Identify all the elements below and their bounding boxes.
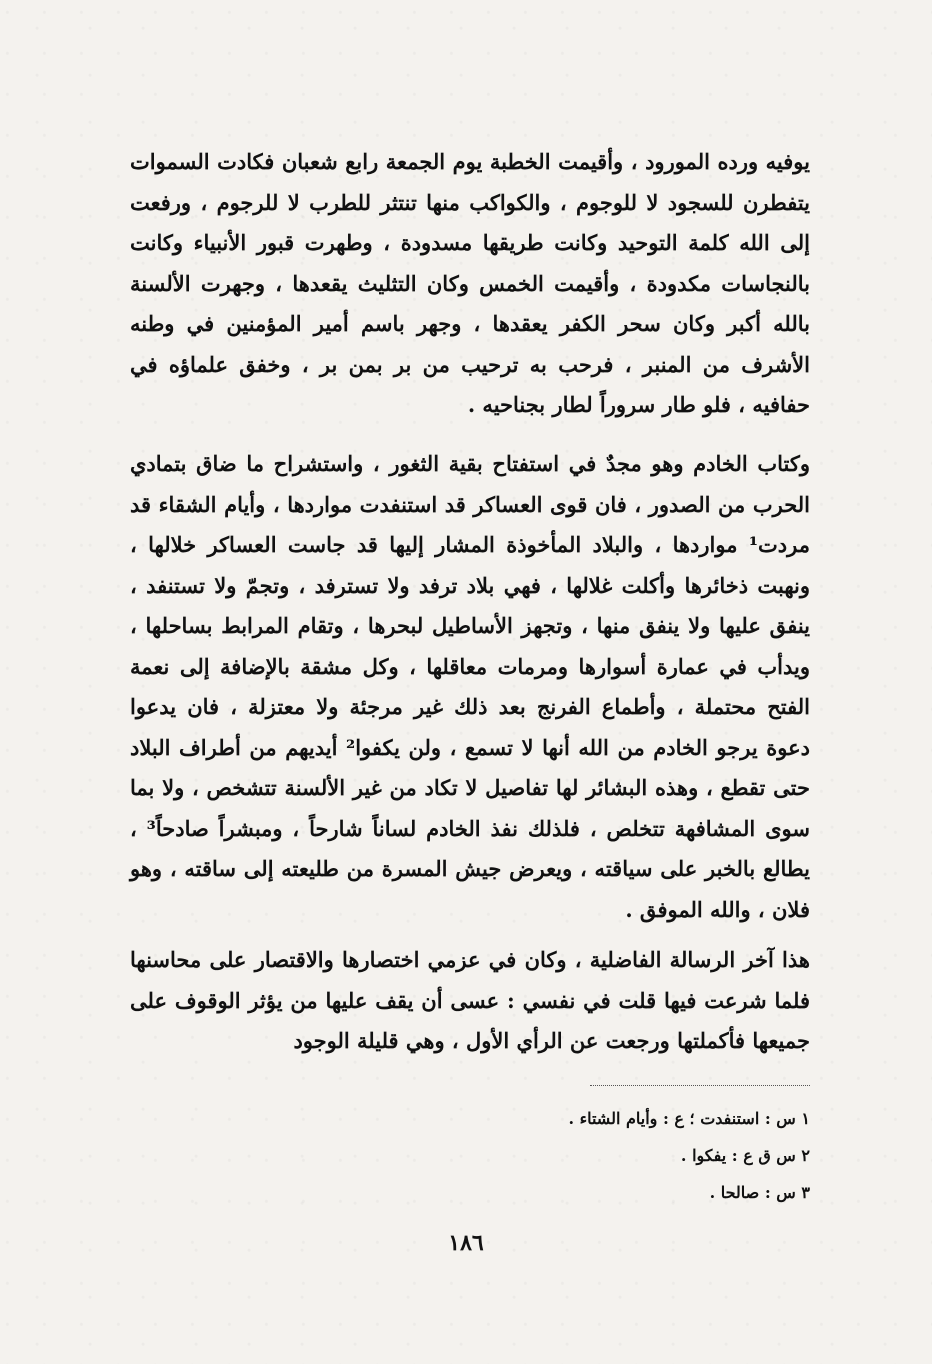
footnote-3: ٣ س : صالحا . bbox=[709, 1183, 810, 1202]
footnotes bbox=[400, 1100, 810, 1211]
page-number: ١٨٦ bbox=[448, 1230, 484, 1256]
footnote-2: ٢ س ق ع : يفكوا . bbox=[680, 1146, 810, 1165]
body-paragraph-3: هذا آخر الرسالة الفاضلية ، وكان في عزمي اختصارها والاقتصار على محاسنها فلما شرعت فيها قلت في نفسي : عسى أن يقف عليها من يؤثر الوقوف على جميعها فأكملتها ورجعت عن الرأي الأول ، وهي قليلة الوجود bbox=[130, 947, 810, 1053]
footnote-divider bbox=[590, 1085, 810, 1086]
body-paragraph-2: وكتاب الخادم وهو مجدٌ في استفتاح بقية الثغور ، واستشراح ما ضاق بتمادي الحرب من الصدور ، فان قوى العساكر قد استنفدت مواردها ، وأيام الشقاء قد مردت¹ مواردها ، والبلاد المأخوذة المشار إليها قد جاست العساكر خلالها ، ونهبت ذخائرها وأكلت غلالها ، فهي بلاد ترفد ولا تسترفد ، وتجمّ ولا تستنفد ، ينفق عليها ولا ينفق منها ، وتجهز الأساطيل لبحرها ، وتقام المرابط بساحلها ، ويدأب في عمارة أسوارها ومرمات معاقلها ، وكل مشقة بالإضافة إلى نعمة الفتح محتملة ، وأطماع الفرنج بعد ذلك غير مرجئة ولا معتزلة ، فان يدعوا دعوة يرجو الخادم من الله أنها لا تسمع ، ولن يكفوا² أيديهم من أطراف البلاد حتى تقطع ، وهذه البشائر لها تفاصيل لا تكاد من غير الألسنة تتشخص ، ولا بما سوى المشافهة تتخلص ، فلذلك نفذ الخادم لساناً شارحاً ، ومبشراً صادحاً³ ، يطالع بالخبر على سياقته ، ويعرض جيش المسرة من طليعته إلى ساقته ، وهو فلان ، والله الموفق . bbox=[130, 451, 810, 922]
body-paragraph-1: يوفيه ورده المورود ، وأقيمت الخطبة يوم الجمعة رابع شعبان فكادت السموات يتفطرن للسجود لا للوجوم ، والكواكب منها تنتثر للطرب لا للرجوم ، ورفعت إلى الله كلمة التوحيد وكانت طريقها مسدودة ، وطهرت قبور الأنبياء وكانت بالنجاسات مكدودة ، وأقيمت الخمس وكان التثليث يقعدها ، وجهرت الألسنة بالله أكبر وكان سحر الكفر يعقدها ، وجهر باسم أمير المؤمنين في وطنه الأشرف من المنبر ، فرحب به ترحيب من بر بمن بر ، وخفق علماؤه في حفافيه ، فلو طار سروراً لطار بجناحيه . bbox=[130, 149, 810, 417]
footnote-1: ١ س : استنفدت ؛ ع : وأيام الشتاء . bbox=[568, 1109, 810, 1128]
